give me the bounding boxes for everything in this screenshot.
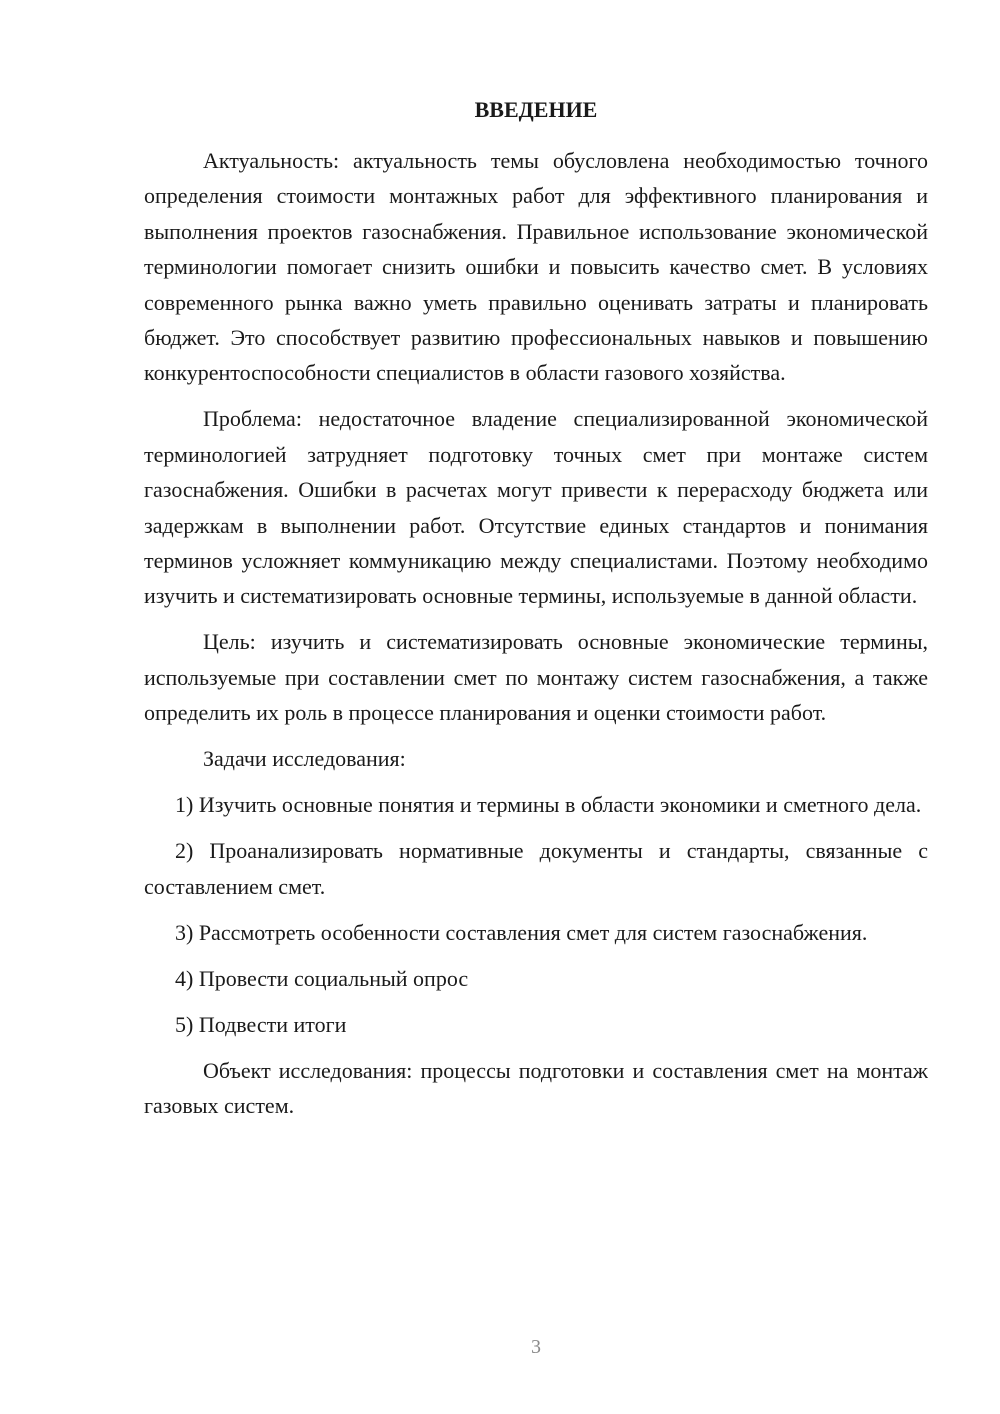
task-item-2: 2) Проанализировать нормативные документы и стандарты, связанные с составлением смет. xyxy=(144,838,928,899)
paragraph-relevance: Актуальность: актуальность темы обусловлена необходимостью точного определения стоимости монтажных работ для эффективного планирования и выполнения проектов газоснабжения. Правильное использование экономической терминологии помогает снизить ошибки и повысить качество смет. В условиях современного рынка важно уметь правильно оценивать затраты и планировать бюджет. Это способствует развитию профессиональных навыков и повышению конкурентоспособности специалистов в области газового хозяйства. xyxy=(144,148,928,386)
task-item-5: 5) Подвести итоги xyxy=(175,1011,347,1037)
paragraph-object: Объект исследования: процессы подготовки и составления смет на монтаж газовых систем. xyxy=(144,1057,928,1119)
document-page xyxy=(144,0,928,1414)
page-title: ВВЕДЕНИЕ xyxy=(474,97,598,122)
page-number: 3 xyxy=(531,1336,541,1358)
paragraph-tasks-heading: Задачи исследования: xyxy=(203,746,406,772)
task-item-3: 3) Рассмотреть особенности составления смет для систем газоснабжения. xyxy=(175,919,868,945)
task-item-1: 1) Изучить основные понятия и термины в области экономики и сметного дела. xyxy=(175,792,922,818)
paragraph-goal: Цель: изучить и систематизировать основные экономические термины, используемые при составлении смет по монтажу систем газоснабжения, а также определить их роль в процессе планирования и оценки стоимости работ. xyxy=(144,629,928,726)
task-item-4: 4) Провести социальный опрос xyxy=(175,965,469,991)
document-body xyxy=(144,143,928,1134)
paragraph-problem: Проблема: недостаточное владение специализированной экономической терминологией затрудняет подготовку точных смет при монтаже систем газоснабжения. Ошибки в расчетах могут привести к перерасходу бюджета или задержкам в выполнении работ. Отсутствие единых стандартов и понимания терминов усложняет коммуникацию между специалистами. Поэтому необходимо изучить и систематизировать основные термины, используемые в данной области. xyxy=(144,406,928,609)
